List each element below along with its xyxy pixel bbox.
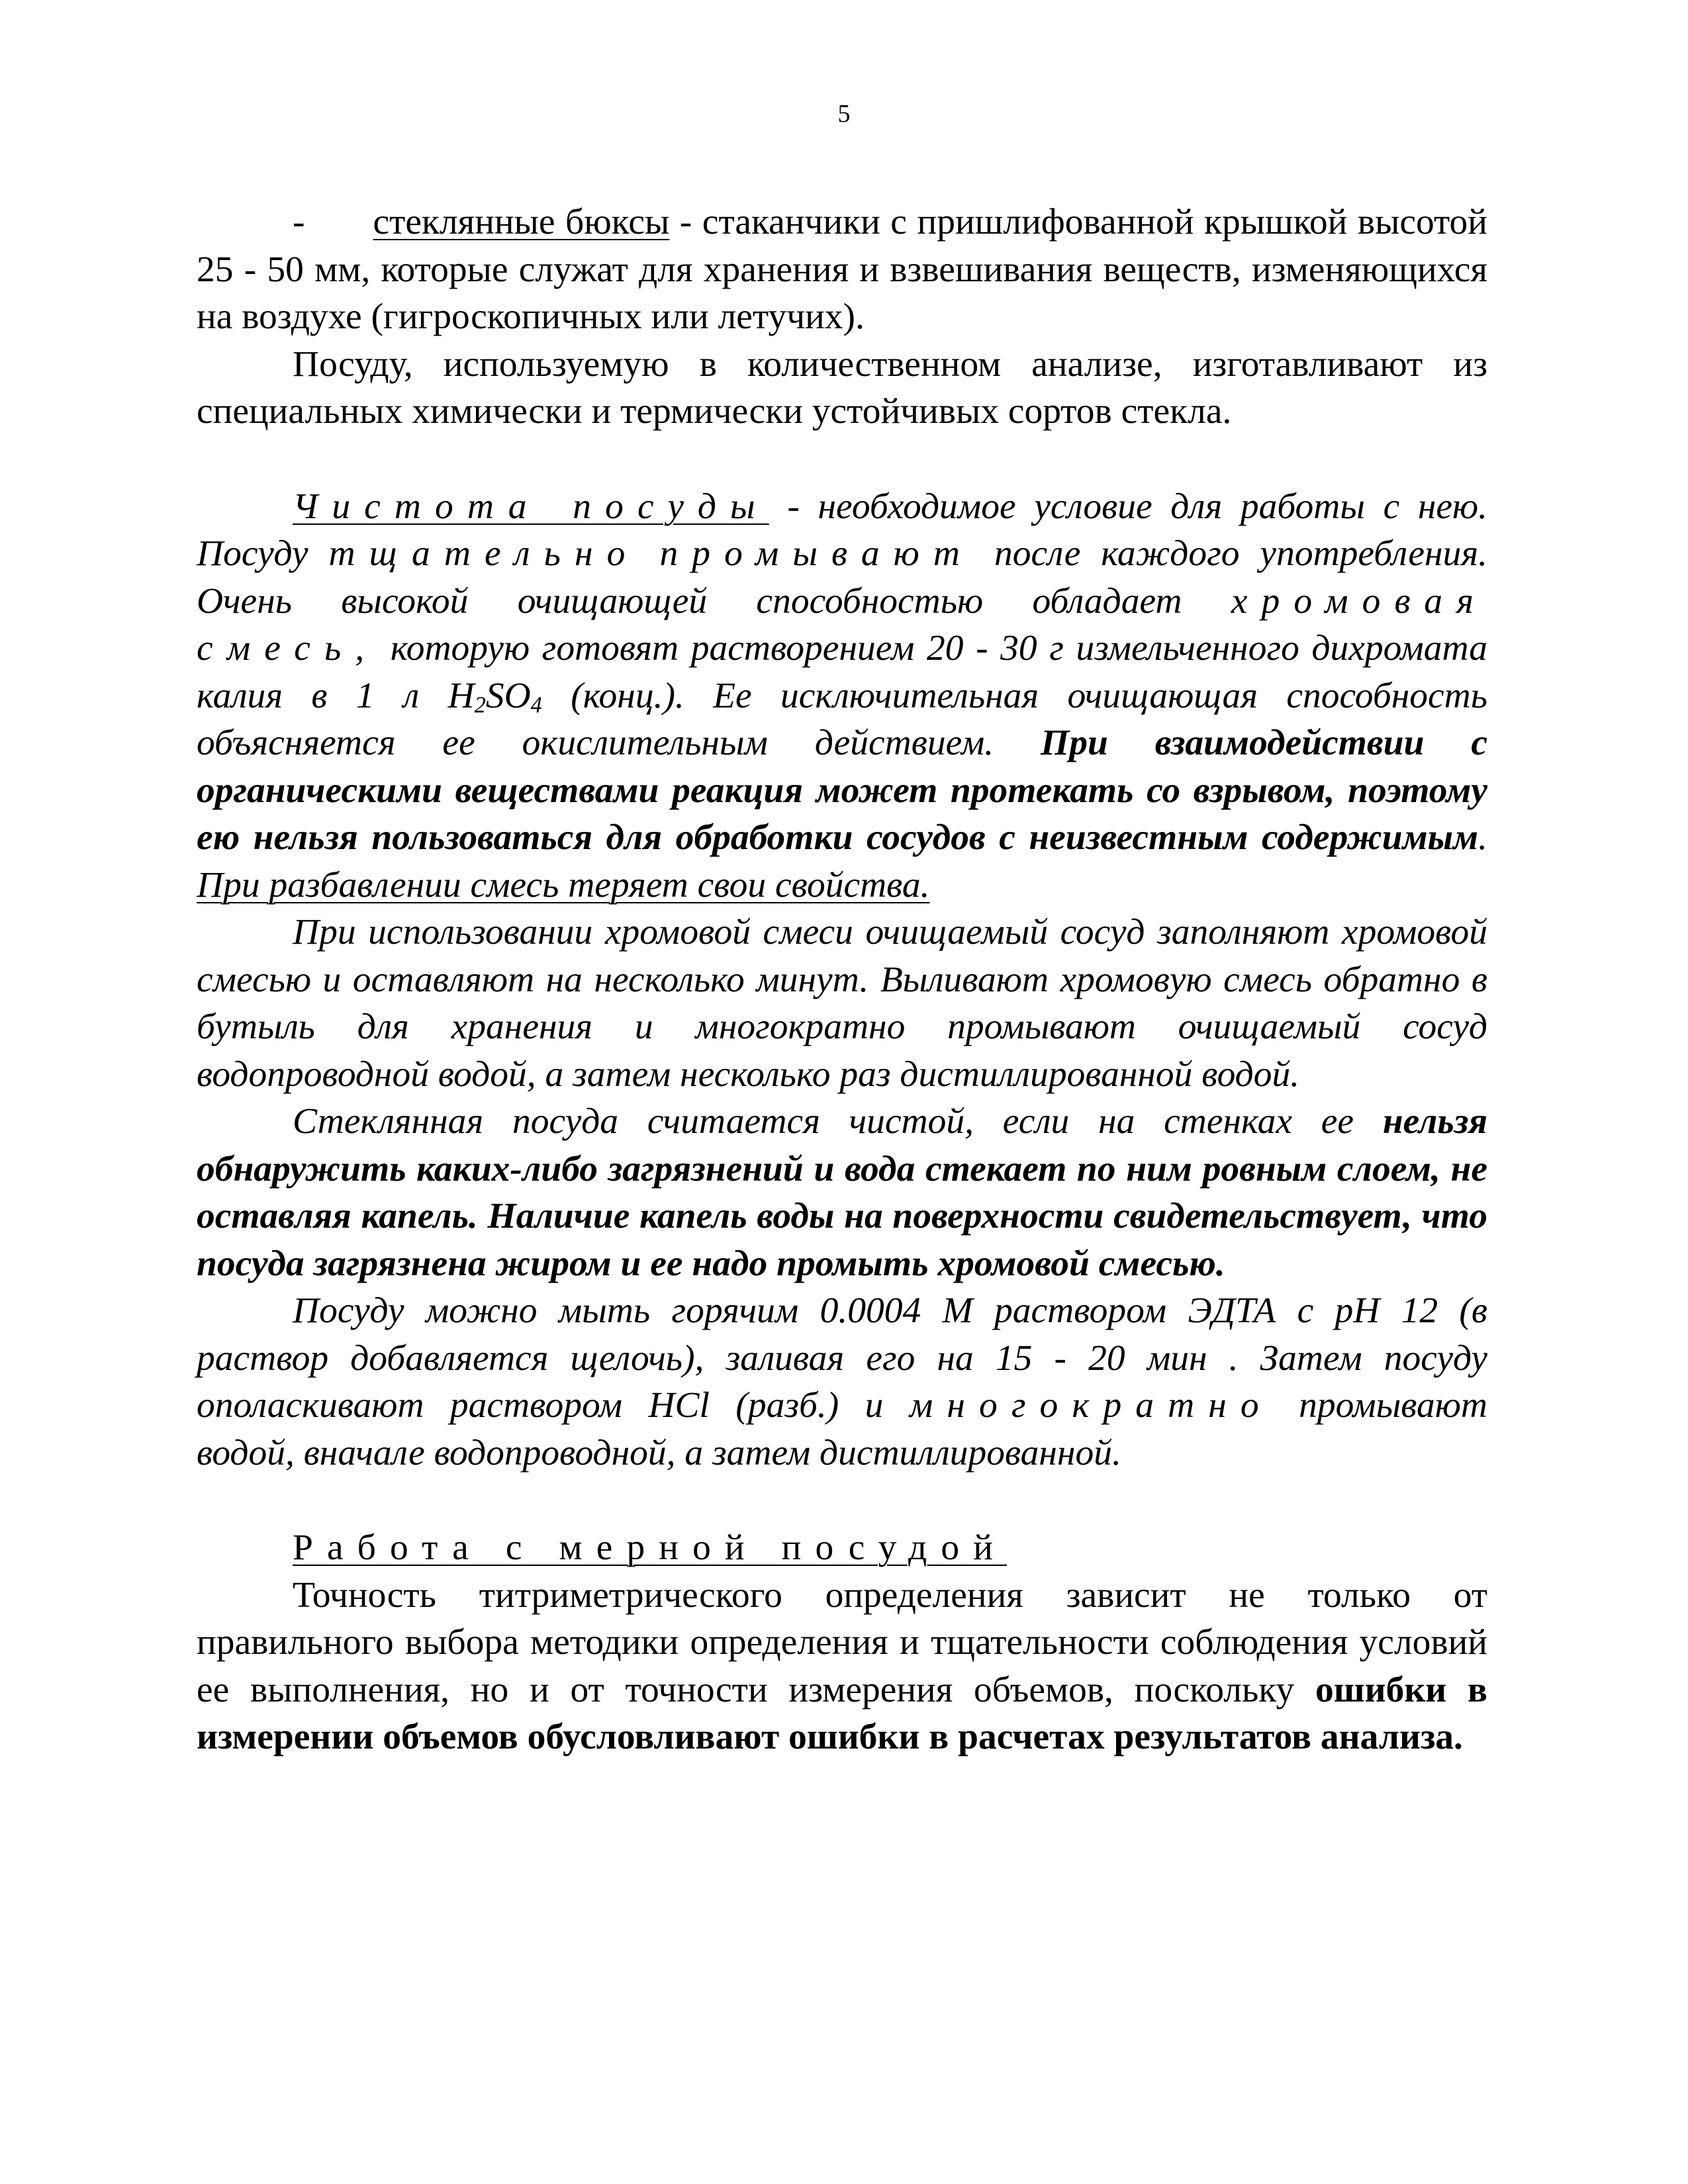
warning-explosion: При взаимодействии с органическими веществами реакция может протекать со взрывом, поэтому ею нельзя пользоваться для обработки сосудов с неизвестным содержимым [197,723,1487,858]
spaced-word-repeatedly: многократно [909,1385,1273,1426]
spaced-term-chromic-mixture: хромовая смесь, [197,580,1487,668]
spaced-word-thoroughly: тщательно [328,533,639,574]
note-dilution: При разбавлении смесь теряет свои свойства. [197,864,930,905]
paragraph-glassware-cleanliness: Чистота посуды - необходимое условие для работы с нею. Посуду тщательно промывают после каждого употребления. Очень высокой очищающей способностью обладает хромовая смесь, которую готовят растворением 20 - 30 г измельченного дихромата калия в 1 л $H_2SO_4$ (конц.). Ее исключительная очищающая способность объясняется ее окислительным действием. При взаимодействии с органическими веществами реакция может протекать со взрывом, поэтому ею нельзя пользоваться для обработки сосудов с неизвестным содержимым. При разбавлении смесь теряет свои свойства. [197,486,1488,905]
term-weighing-bottles: стеклянные бюксы [373,202,670,242]
paragraph-clean-criteria: Стеклянная посуда считается чистой, если на стенках ее нельзя обнаружить каких-либо загрязнений и вода стекает по ним ровным слоем, не оставляя капель. Наличие капель воды на поверхности свидетельствует, что посуда загрязнена жиром и ее надо промыть хромовой смесью. [197,1101,1487,1284]
heading-cleanliness: Чистота посуды [293,486,769,527]
paragraph-weighing-bottles [197,199,1487,341]
paragraph-chromic-usage: При использовании хромовой смеси очищаемый сосуд заполняют хромовой смесью и оставляют на несколько минут. Выливают хромовую смесь обратно в бутыль для хранения и многократно промывают очищаемый сосуд водопроводной водой, а затем несколько раз дистиллированной водой. [197,912,1487,1095]
list-dash: - [293,202,305,242]
spaced-word-rinse: промывают [659,533,974,574]
paragraph-glassware-material: Посуду, используемую в количественном анализе, изготавливают из специальных химически и термически устойчивых сортов стекла. [197,343,1487,432]
weighing-bottles-description: - стаканчики с пришлифованной крышкой высотой 25 - 50 мм, которые служат для хранения и взвешивания веществ, изменяющихся на воздухе (гигроскопичных или летучих). [197,202,1487,337]
paragraph-volume-accuracy: Точность титриметрического определения зависит не только от правильного выбора методики определения и тщательности соблюдения условий ее выполнения, но и от точности измерения объемов, поскольку ошибки в измерении объемов обусловливают ошибки в расчетах результатов анализа. [197,1574,1487,1757]
clean-criteria-bold: нельзя обнаружить каких-либо загрязнений и вода стекает по ним ровным слоем, не оставляя капель. Наличие капель воды на поверхности свидетельствует, что посуда загрязнена жиром и ее надо промыть хромовой смесью. [197,1101,1487,1284]
paragraph-edta-washing: Посуду можно мыть горячим 0.0004 М раствором ЭДТА с рН 12 (в раствор добавляется щелочь), заливая его на 15 - 20 мин . Затем посуду ополаскивают раствором HCl (разб.) и многократно промывают водой, вначале водопроводной, а затем дистиллированной. [197,1291,1487,1473]
section-heading-volumetric: Работа с мерной посудой [293,1527,1007,1568]
page-content [197,199,1487,1761]
volume-errors-bold: ошибки в измерении объемов обусловливают ошибки в расчетах результатов анализа. [197,1669,1487,1757]
page-number: 5 [837,100,851,128]
